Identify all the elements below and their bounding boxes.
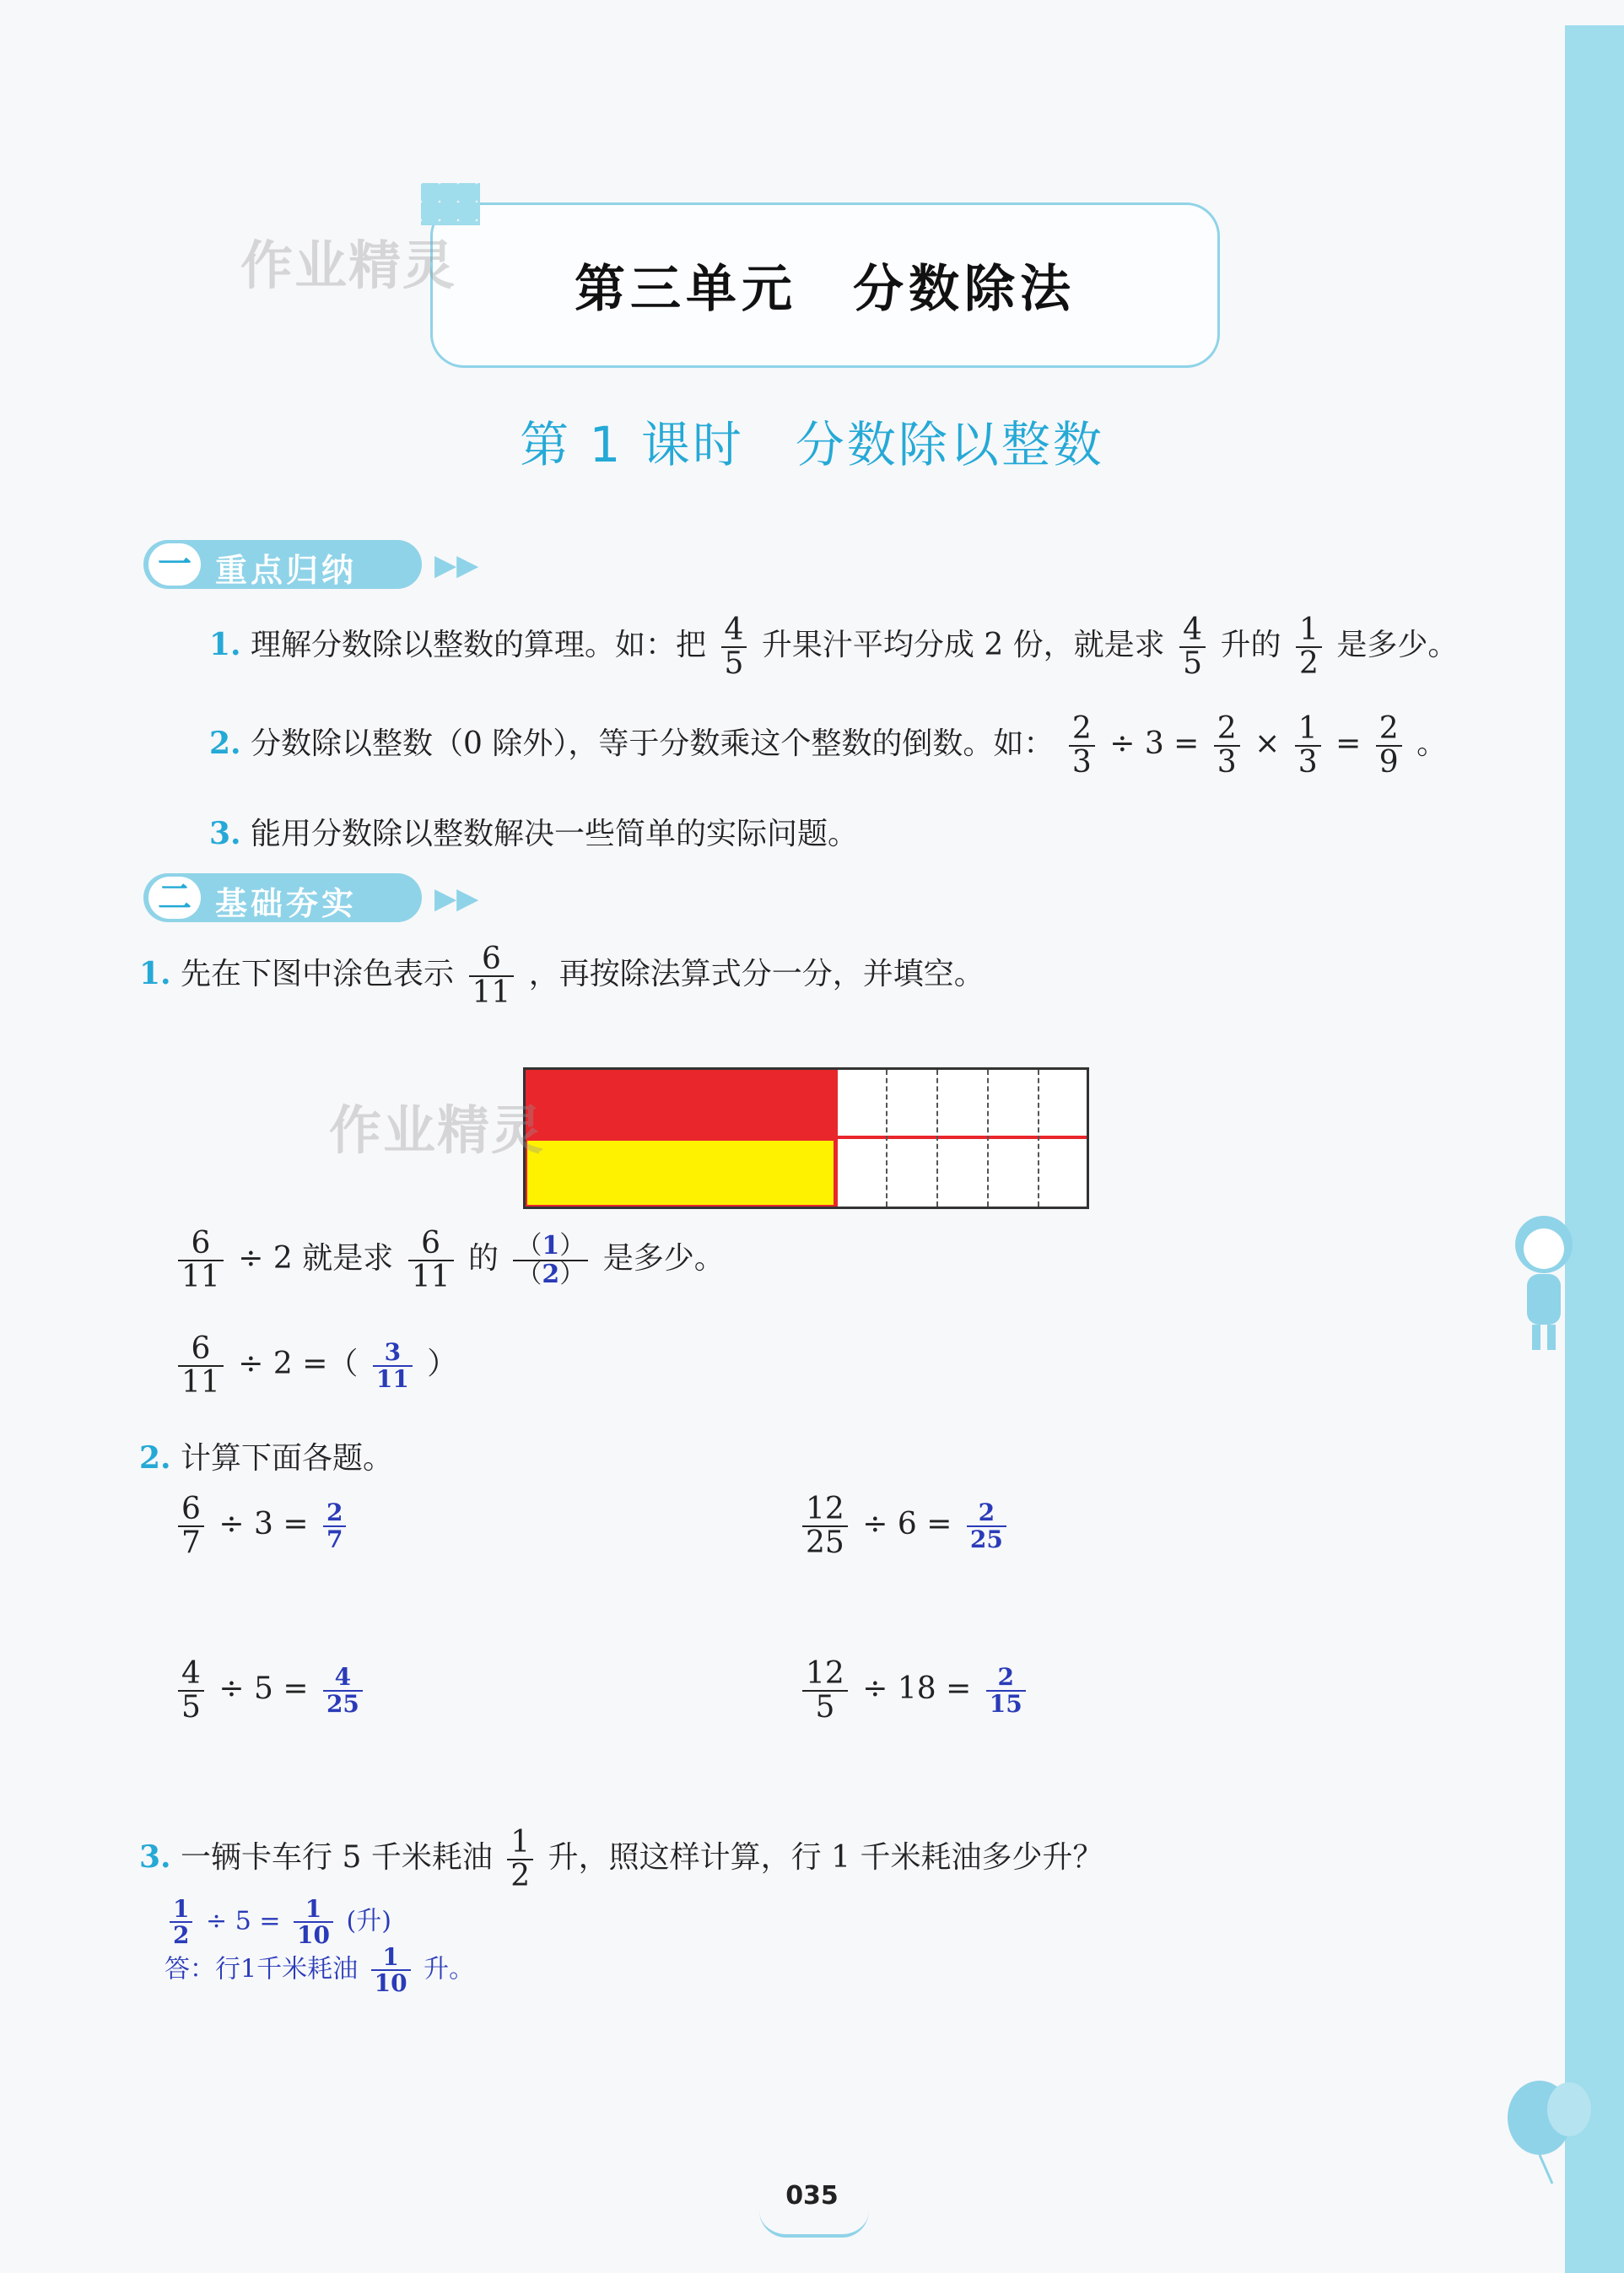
key-point-3: 3. 能用分数除以整数解决一些简单的实际问题。 <box>209 816 859 851</box>
question-1-fill-1: $\frac{6}{11}$ ÷ 2 就是求 $\frac{6}{11}$ 的 $\frac{(1)}{(2)}$ 是多少。 <box>173 1228 725 1293</box>
question-2: 2. 计算下面各题。 <box>139 1440 394 1476</box>
grid-red-shaded <box>526 1070 835 1136</box>
chapter-title: 第三单元 分数除法 <box>575 260 1076 319</box>
question-1: 1. 先在下图中涂色表示 $\frac{6}{11}$ ，再按除法算式分一分，并填空。 <box>139 942 985 1010</box>
calc-item-1: $\frac{6}{7}$ ÷ 3 = $\frac{2}{7}$ <box>173 1493 351 1559</box>
calc-item-3: $\frac{4}{5}$ ÷ 5 = $\frac{4}{25}$ <box>173 1658 368 1724</box>
double-arrow-icon: ▶▶ <box>434 548 479 582</box>
flower-icon <box>421 183 480 225</box>
page-number: 035 <box>785 2181 839 2211</box>
fraction-grid <box>523 1067 1089 1209</box>
grid-dashed-line <box>1038 1070 1039 1207</box>
grid-yellow-shaded <box>526 1139 835 1207</box>
grid-middle-line <box>526 1136 1087 1139</box>
grid-dashed-line <box>987 1070 989 1207</box>
section-key-points-header <box>143 540 479 589</box>
question-1-fill-2: $\frac{6}{11}$ ÷ 2 =（ $\frac{3}{11}$ ） <box>173 1333 457 1399</box>
double-arrow-icon: ▶▶ <box>434 882 479 915</box>
question-3-work: $\frac{1}{2}$ ÷ 5 = $\frac{1}{10}$ (升) <box>165 1897 391 1948</box>
decorative-side-border <box>1565 25 1624 2273</box>
section-number: 二 <box>148 877 201 919</box>
calc-item-2: $\frac{12}{25}$ ÷ 6 = $\frac{2}{25}$ <box>797 1493 1012 1559</box>
calc-item-4: $\frac{12}{5}$ ÷ 18 = $\frac{2}{15}$ <box>797 1658 1031 1724</box>
section-label: 重点归纳 <box>215 552 358 589</box>
question-3: 3. 一辆卡车行 5 千米耗油 $\frac{1}{2}$ 升，照这样计算，行 1 千米耗油多少升？ <box>139 1825 1103 1893</box>
page-number-arc <box>759 2211 869 2238</box>
balloon-icon <box>1502 2076 1594 2185</box>
question-3-answer: 答：行1千米耗油 $\frac{1}{10}$ 升。 <box>165 1943 475 1998</box>
key-point-1: 1. 理解分数除以整数的算理。如：把 $\frac{4}{5}$ 升果汁平均分成 2 份，就是求 $\frac{4}{5}$ 升的 $\frac{1}{2}$ 是多少。 <box>209 613 1459 681</box>
chapter-header-box <box>430 202 1220 368</box>
section-number: 一 <box>148 543 201 586</box>
section-basics-header <box>143 873 479 922</box>
girl-illustration-icon <box>1502 1207 1586 1358</box>
grid-dashed-line <box>936 1070 938 1207</box>
lesson-title: 第 1 课时 分数除以整数 <box>520 416 1104 473</box>
watermark-middle: 作业精灵 <box>329 1099 546 1161</box>
section-label: 基础夯实 <box>215 885 358 922</box>
key-point-2: 2. 分数除以整数（0 除外），等于分数乘这个整数的倒数。如： $\frac{2}{3}$ ÷ 3 = $\frac{2}{3}$ × $\frac{1}{3}$ = $\frac{2}{9}$ 。 <box>209 711 1448 780</box>
watermark-top: 作业精灵 <box>240 235 457 296</box>
grid-dashed-line <box>886 1070 888 1207</box>
